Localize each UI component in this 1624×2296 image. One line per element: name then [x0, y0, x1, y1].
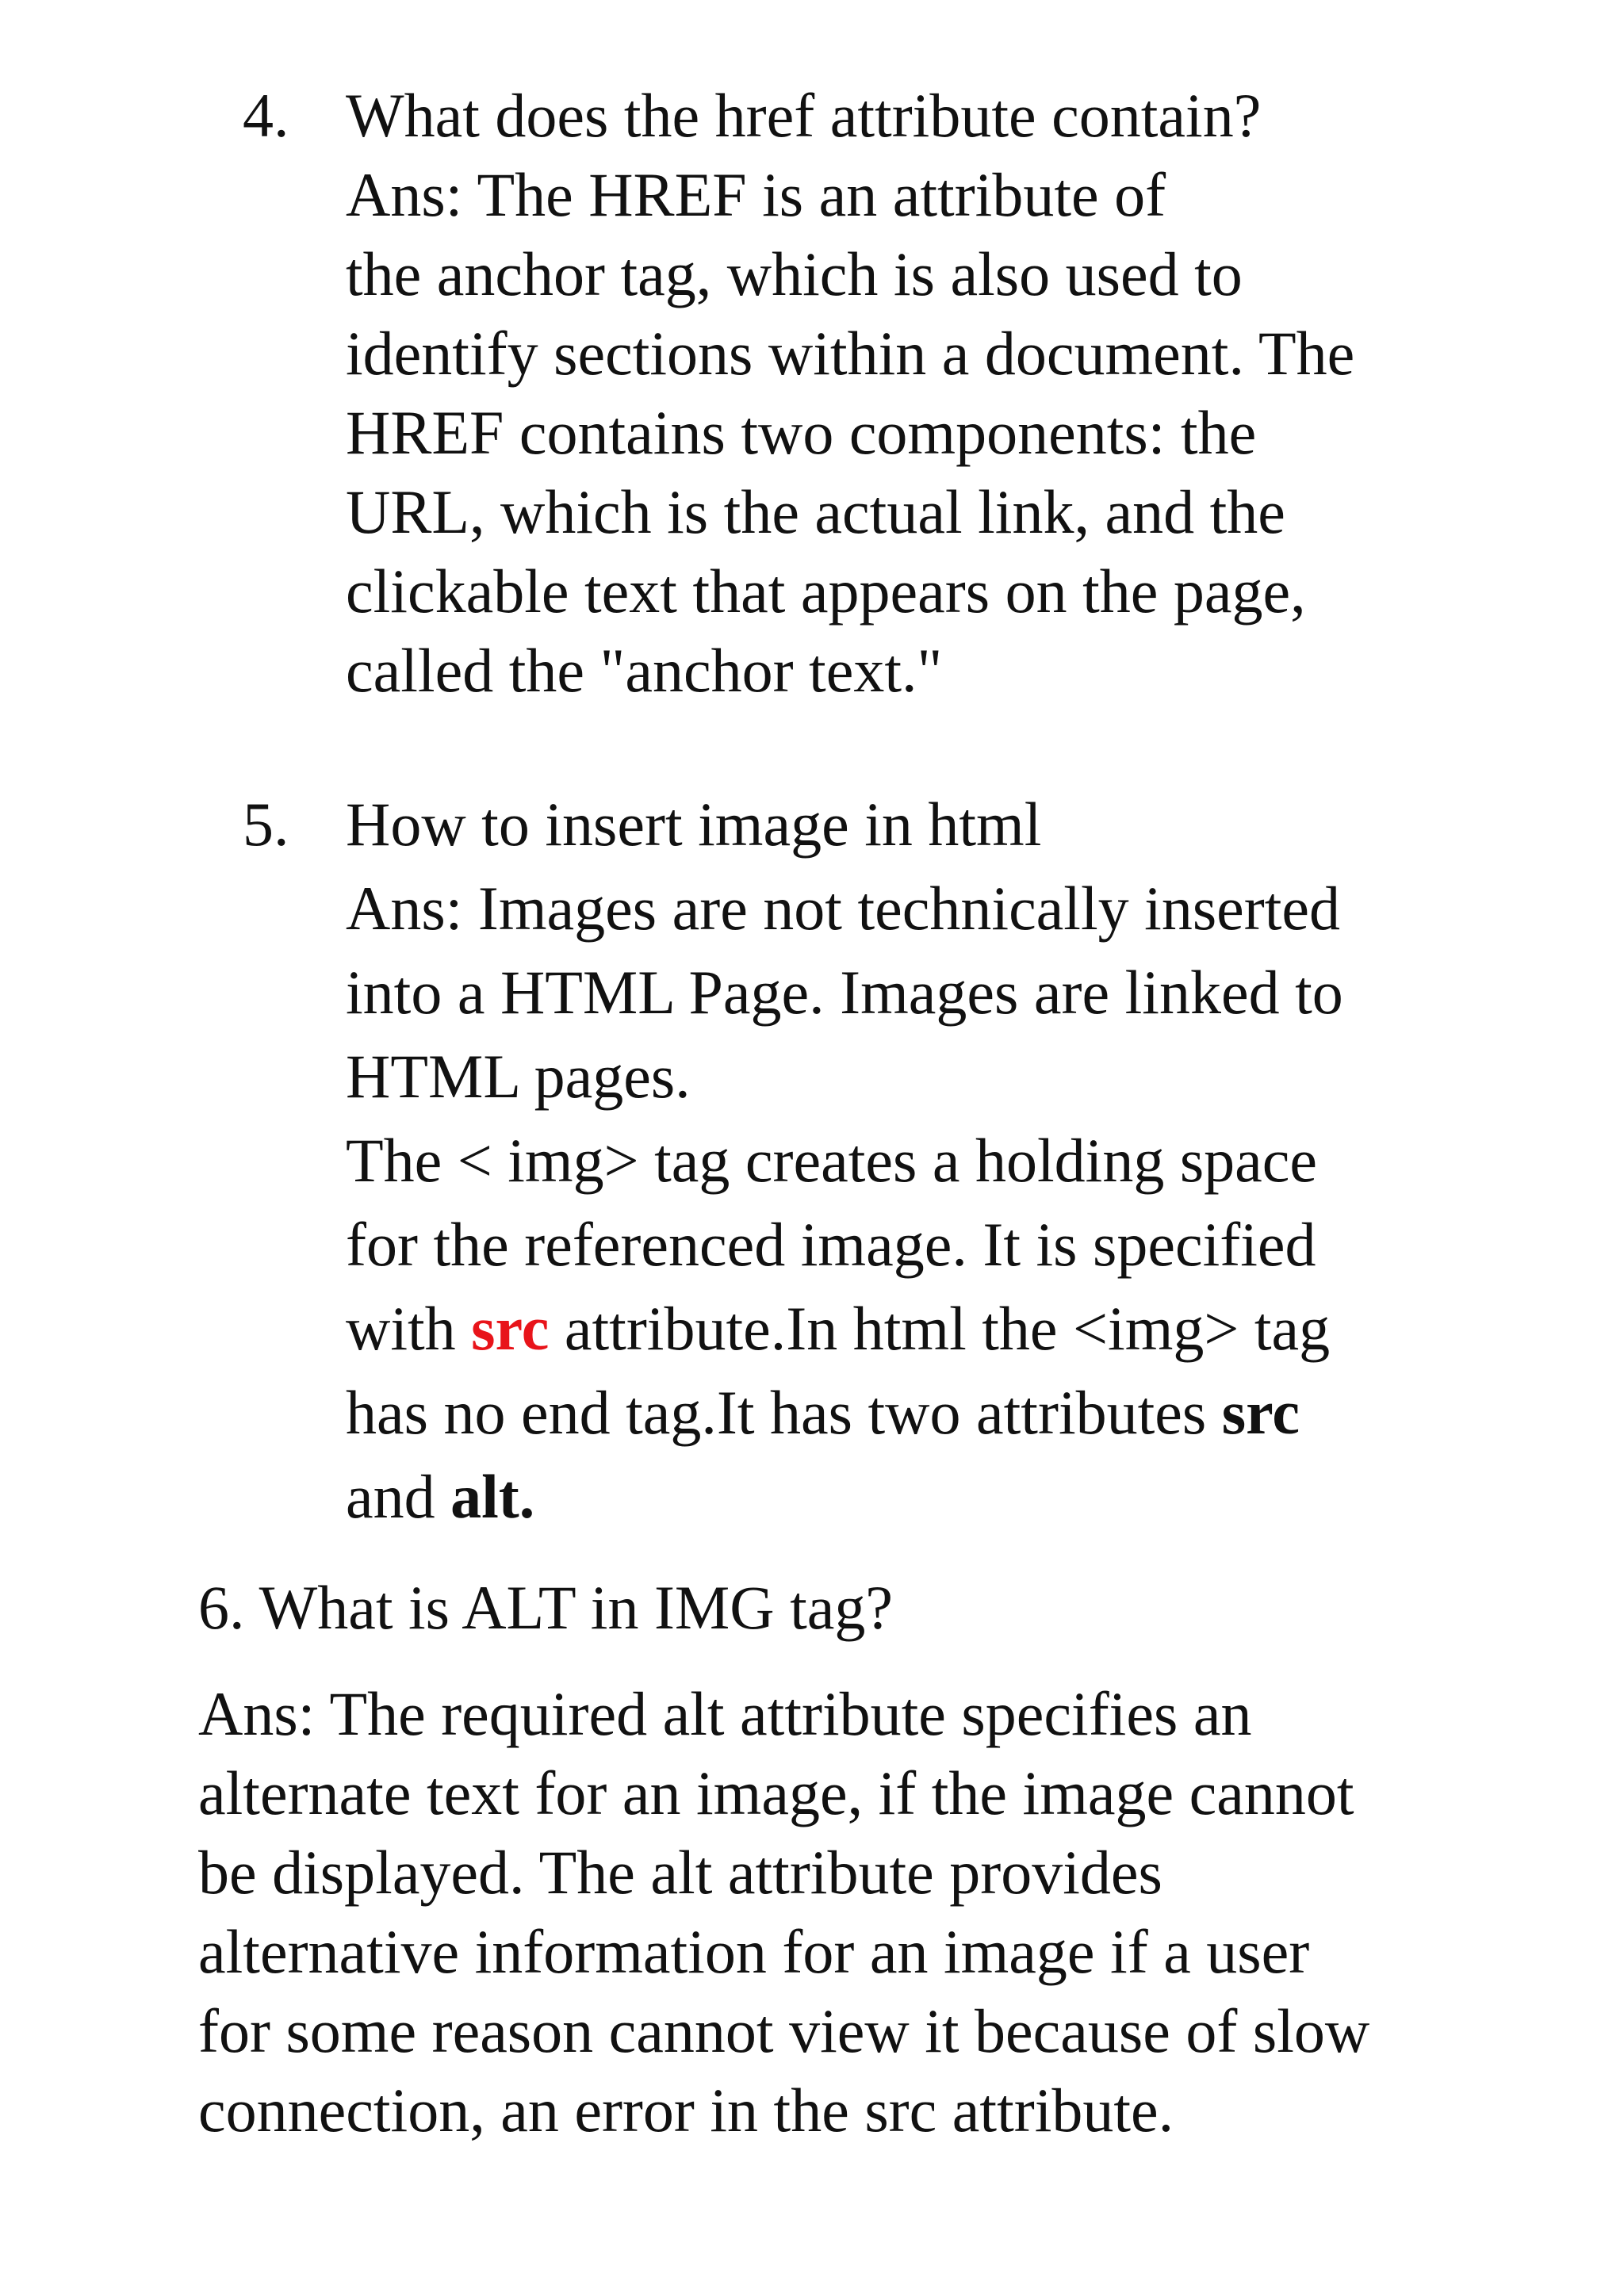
answer-5-line: HTML pages.	[346, 1042, 691, 1111]
answer-5-line: into a HTML Page. Images are linked to	[346, 958, 1343, 1027]
text-run: has no end tag.It has two attributes	[346, 1378, 1222, 1447]
question-5-number: 5.	[243, 790, 289, 859]
answer-5-line	[346, 1291, 1330, 1367]
answer-5-line	[346, 1459, 534, 1535]
text-run: attribute.In html the <img> tag	[549, 1294, 1331, 1363]
src-keyword-highlight: src	[471, 1294, 550, 1363]
answer-6-line: alternate text for an image, if the image cannot	[198, 1758, 1354, 1827]
answer-6-line: Ans: The required alt attribute specifies an	[198, 1679, 1252, 1748]
answer-6-line: for some reason cannot view it because of slow	[198, 1996, 1370, 2065]
answer-4-line: identify sections within a document. The	[346, 319, 1355, 388]
question-4-number: 4.	[243, 81, 289, 150]
alt-keyword-bold: alt.	[450, 1462, 535, 1531]
src-keyword-bold: src	[1221, 1378, 1300, 1447]
answer-4-line: clickable text that appears on the page,	[346, 557, 1306, 626]
answer-6-line: alternative information for an image if a user	[198, 1917, 1310, 1986]
answer-5-line	[346, 1375, 1300, 1451]
question-6-title: 6. What is ALT in IMG tag?	[198, 1573, 894, 1642]
answer-5-line: Ans: Images are not technically inserted	[346, 874, 1341, 943]
answer-5-line: The < img> tag creates a holding space	[346, 1126, 1318, 1195]
answer-6-line: connection, an error in the src attribute.	[198, 2076, 1174, 2145]
answer-4-line: the anchor tag, which is also used to	[346, 239, 1243, 308]
question-4-title: What does the href attribute contain?	[346, 81, 1262, 150]
answer-4-line: URL, which is the actual link, and the	[346, 477, 1285, 546]
question-5-title: How to insert image in html	[346, 790, 1042, 859]
text-run: and	[346, 1462, 451, 1531]
answer-4-line: Ans: The HREF is an attribute of	[346, 160, 1166, 229]
answer-5-line: for the referenced image. It is specified	[346, 1210, 1316, 1279]
text-run: with	[346, 1294, 472, 1363]
answer-4-line: HREF contains two components: the	[346, 398, 1257, 467]
answer-4-line: called the "anchor text."	[346, 636, 943, 705]
answer-6-line: be displayed. The alt attribute provides	[198, 1838, 1162, 1907]
